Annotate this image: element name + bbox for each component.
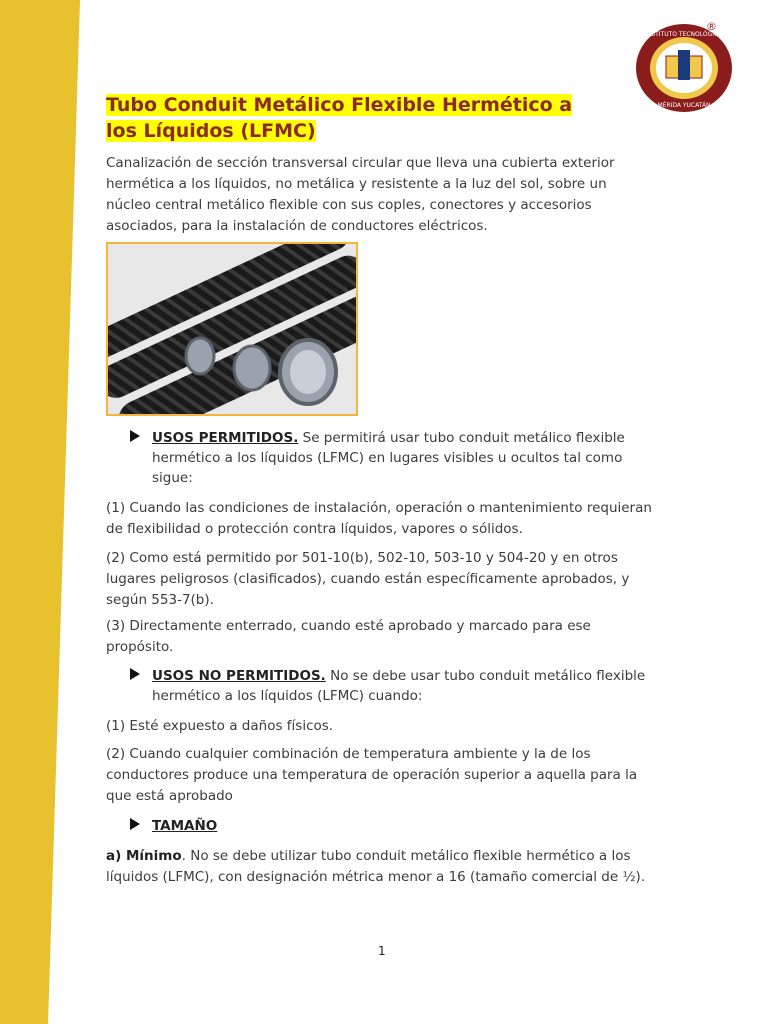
- conduit-photo: [106, 242, 358, 416]
- usos-no-permitidos-bullet: USOS NO PERMITIDOS. No se debe usar tubo conduit metálico flexible hermético a los líquidos (LFMC) cuando:: [130, 666, 650, 706]
- permitido-item-3: (3) Directamente enterrado, cuando esté aprobado y marcado para ese propósito.: [106, 618, 591, 655]
- permitido-item-2: (2) Como está permitido por 501-10(b), 502-10, 503-10 y 504-20 y en otros lugares peligrosos (clasificados), cuando están específicamente aprobados, y según 553-7(b).: [106, 550, 630, 608]
- bullet-arrow-icon: [130, 668, 140, 680]
- minimo-text: No se debe utilizar tubo conduit metálico flexible hermético a los líquidos (LFMC), con designación métrica menor a 16 (tamaño comercial de ½).: [106, 848, 646, 885]
- bullet-arrow-icon: [130, 430, 140, 442]
- no-permitido-item-2: (2) Cuando cualquier combinación de temperatura ambiente y la de los conductores produce una temperatura de operación superior a aquella para la que está aprobado: [106, 746, 638, 804]
- institute-logo: [634, 22, 734, 114]
- usos-no-permitidos-text: No se debe usar tubo conduit metálico flexible hermético a los líquidos (LFMC) cuando:: [152, 668, 646, 704]
- decorative-side-band: [0, 0, 90, 1024]
- title-text: Tubo Conduit Metálico Flexible Hermético a los Líquidos (LFMC): [106, 94, 573, 142]
- svg-text:INSTITUTO TECNOLÓGICO: INSTITUTO TECNOLÓGICO: [645, 31, 723, 38]
- usos-permitidos-bullet: USOS PERMITIDOS. Se permitirá usar tubo conduit metálico flexible hermético a los líquidos (LFMC) en lugares visibles u ocultos tal como sigue:: [130, 428, 650, 488]
- registered-mark: ®: [706, 20, 717, 33]
- no-permitido-item-1: (1) Esté expuesto a daños físicos.: [106, 718, 334, 734]
- tamano-label: TAMAÑO: [152, 818, 218, 834]
- usos-no-permitidos-label: USOS NO PERMITIDOS: [152, 668, 321, 684]
- minimo-label: a) Mínimo: [106, 848, 182, 864]
- svg-text:MÉRIDA YUCATÁN: MÉRIDA YUCATÁN: [657, 102, 711, 109]
- intro-paragraph: Canalización de sección transversal circular que lleva una cubierta exterior hermética a los líquidos, no metálica y resistente a la luz del sol, sobre un núcleo central metálico flexible con sus coples, conectores y accesorios asociados, para la instalación de conductores eléctricos.: [106, 155, 615, 234]
- page-number: 1: [378, 944, 386, 958]
- permitido-item-1: (1) Cuando las condiciones de instalación, operación o mantenimiento requieran de flexibilidad o protección contra líquidos, vapores o sólidos.: [106, 500, 652, 537]
- usos-permitidos-label: USOS PERMITIDOS: [152, 430, 294, 446]
- bullet-arrow-icon: [130, 818, 140, 830]
- usos-permitidos-text: Se permitirá usar tubo conduit metálico flexible hermético a los líquidos (LFMC) en lugares visibles u ocultos tal como sigue:: [152, 430, 625, 486]
- tamano-minimo: a) Mínimo. No se debe utilizar tubo conduit metálico flexible hermético a los líquidos (LFMC), con designación métrica menor a 16 (tamaño comercial de ½).: [106, 848, 646, 885]
- page-title: [106, 92, 576, 144]
- tamano-bullet: [130, 816, 650, 836]
